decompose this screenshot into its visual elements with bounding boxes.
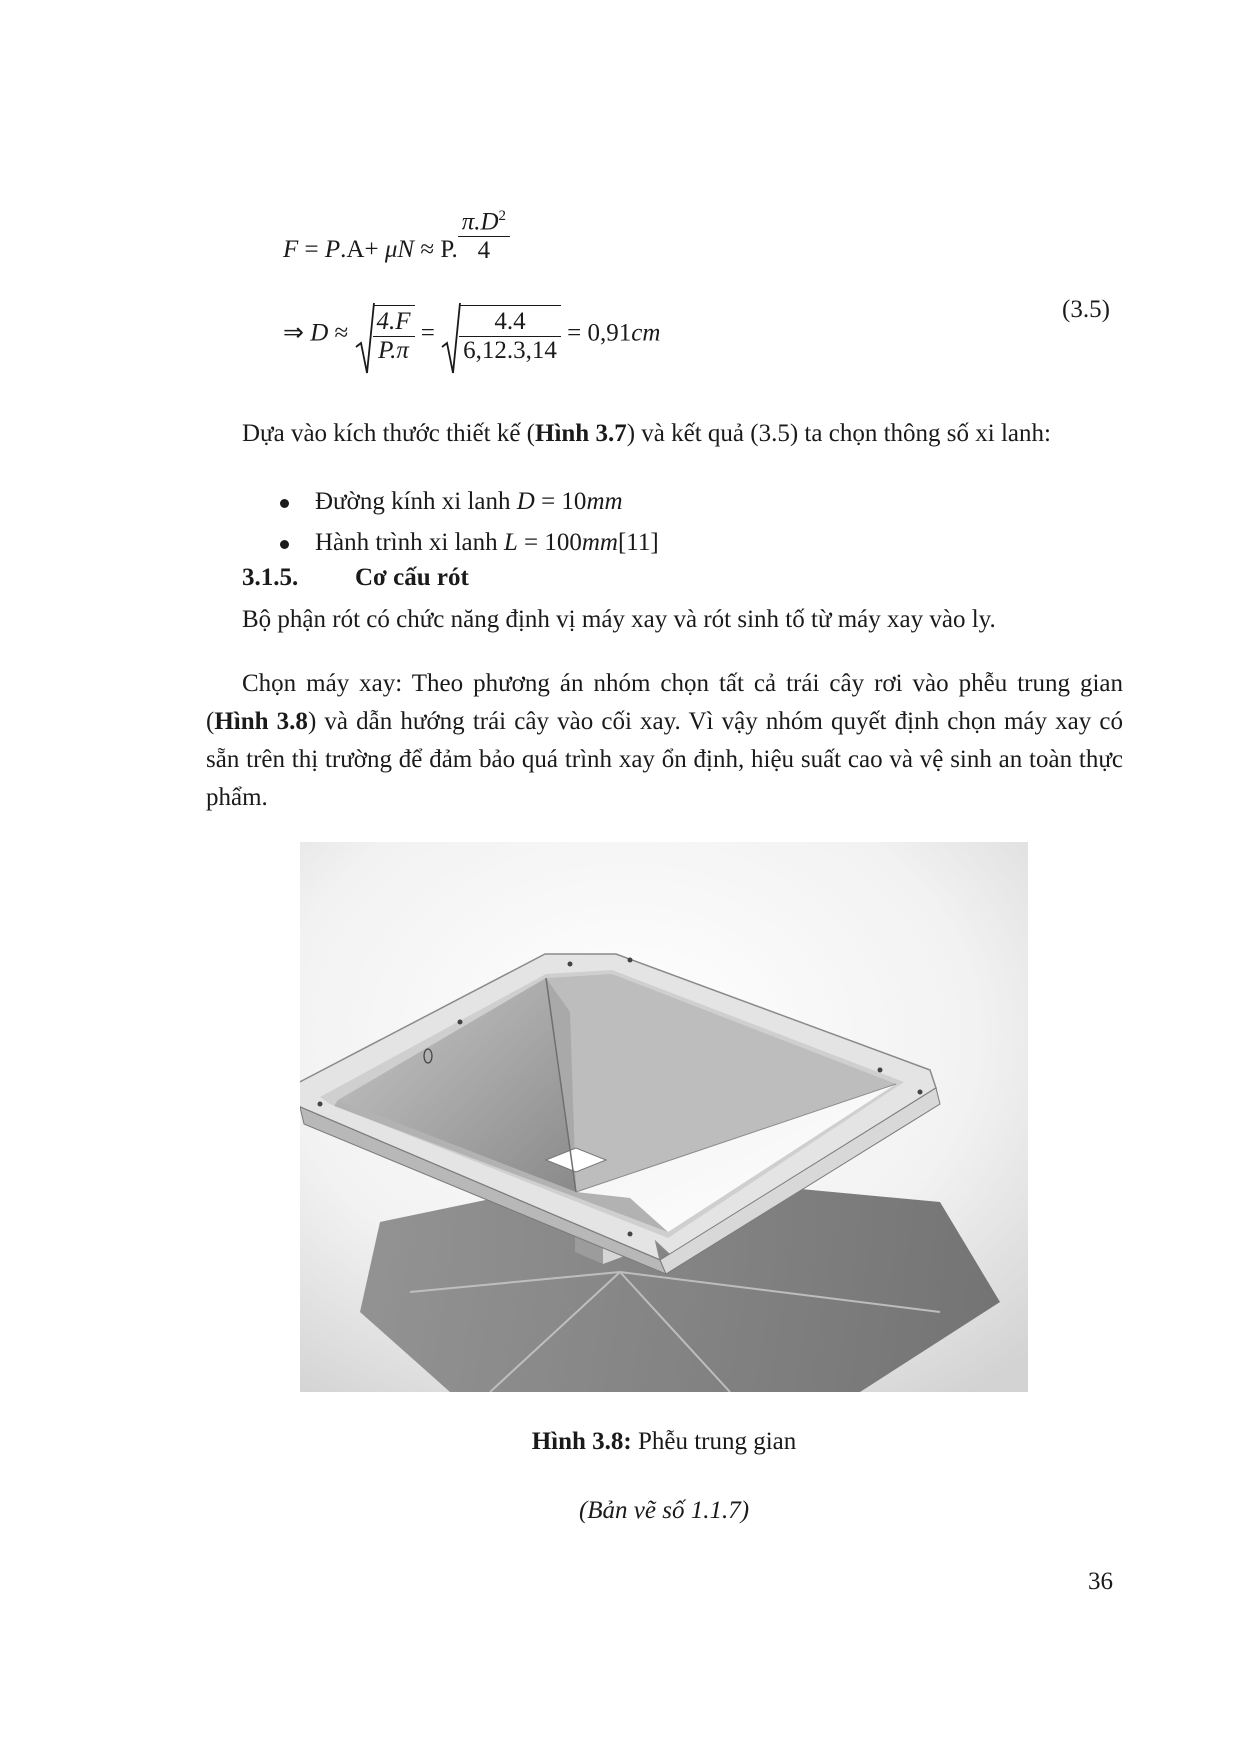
eq-frac-den: 4 — [458, 236, 510, 265]
bullet-dot-icon — [280, 499, 289, 508]
eq-approx-2: ≈ — [334, 319, 349, 347]
eq-frac-sup: 2 — [498, 207, 507, 224]
page-number: 36 — [1088, 1568, 1113, 1595]
section-heading — [242, 564, 469, 592]
eq-a-plus: .A+ — [340, 236, 379, 263]
eq-frac1-num: 4.F — [376, 308, 411, 335]
radical-sign-icon — [355, 299, 375, 379]
bullet-stroke: Hành trình xi lanh L = 100mm[11] — [280, 525, 659, 561]
eq-frac1-den: P.π — [373, 336, 415, 365]
equation-line-2 — [283, 305, 660, 365]
eq-p-dot: P. — [440, 236, 458, 263]
bullet-dot-icon — [280, 540, 289, 549]
eq-approx: ≈ — [420, 236, 435, 263]
paragraph-cylinder-intro: Dựa vào kích thước thiết kế (Hình 3.7) và kết quả (3.5) ta chọn thông số xi lanh: — [242, 420, 1051, 447]
eq-mu: μ — [384, 236, 398, 263]
figure-caption — [300, 1428, 1028, 1456]
paragraph-pouring-function: Bộ phận rót có chức năng định vị máy xay và rót sinh tố từ máy xay vào ly. — [242, 606, 996, 633]
figure-ref-3-8: Hình 3.8 — [214, 708, 308, 735]
caption-text: Phễu trung gian — [631, 1428, 797, 1455]
figure-hopper-render — [300, 842, 1028, 1392]
eq-p: P — [324, 236, 341, 263]
eq-f: F — [283, 236, 299, 263]
eq-frac2-num: 4.4 — [494, 308, 526, 335]
eq-equals-2: = — [420, 319, 435, 347]
eq-sqrt-2 — [441, 305, 561, 365]
eq-frac-num: $\pi.D^2$ — [461, 207, 507, 235]
bullet-diameter: Đường kính xi lanh D = 10mm — [280, 484, 623, 520]
section-title: Cơ cấu rót — [355, 564, 469, 591]
figure-source: (Bản vẽ số 1.1.7) — [578, 1497, 750, 1524]
figure-ref-3-7: Hình 3.7 — [535, 420, 627, 447]
eq-fraction-area — [458, 208, 510, 265]
caption-label: Hình 3.8: — [531, 1428, 632, 1455]
hopper-illustration — [300, 842, 1028, 1392]
eq-result-unit: cm — [631, 319, 661, 347]
eq-sqrt-1 — [355, 305, 415, 365]
section-number: 3.1.5. — [242, 564, 299, 591]
eq-implies: ⇒ — [283, 319, 304, 347]
eq-equals: = — [304, 236, 319, 263]
eq-frac2-den: 6,12.3,14 — [459, 336, 561, 365]
paragraph-blender-choice: Chọn máy xay: Theo phương án nhóm chọn tất cả trái cây rơi vào phễu trung gian (Hình 3.8) và dẫn hướng trái cây vào cối xay. Vì vậy nhóm quyết định chọn máy xay có sẵn trên thị trường để đảm bảo quá trình xay ổn định, hiệu suất cao và vệ sinh an toàn thực phẩm. — [206, 670, 1124, 811]
eq-result: = 0,91 — [567, 319, 632, 347]
eq-n: N — [397, 236, 415, 263]
radical-sign-icon — [441, 299, 461, 379]
equation-line-1 — [283, 207, 510, 265]
eq-frac-1 — [373, 305, 415, 365]
eq-d: D — [310, 319, 329, 347]
eq-frac-2 — [459, 305, 561, 365]
equation-label: (3.5) — [1062, 296, 1110, 323]
